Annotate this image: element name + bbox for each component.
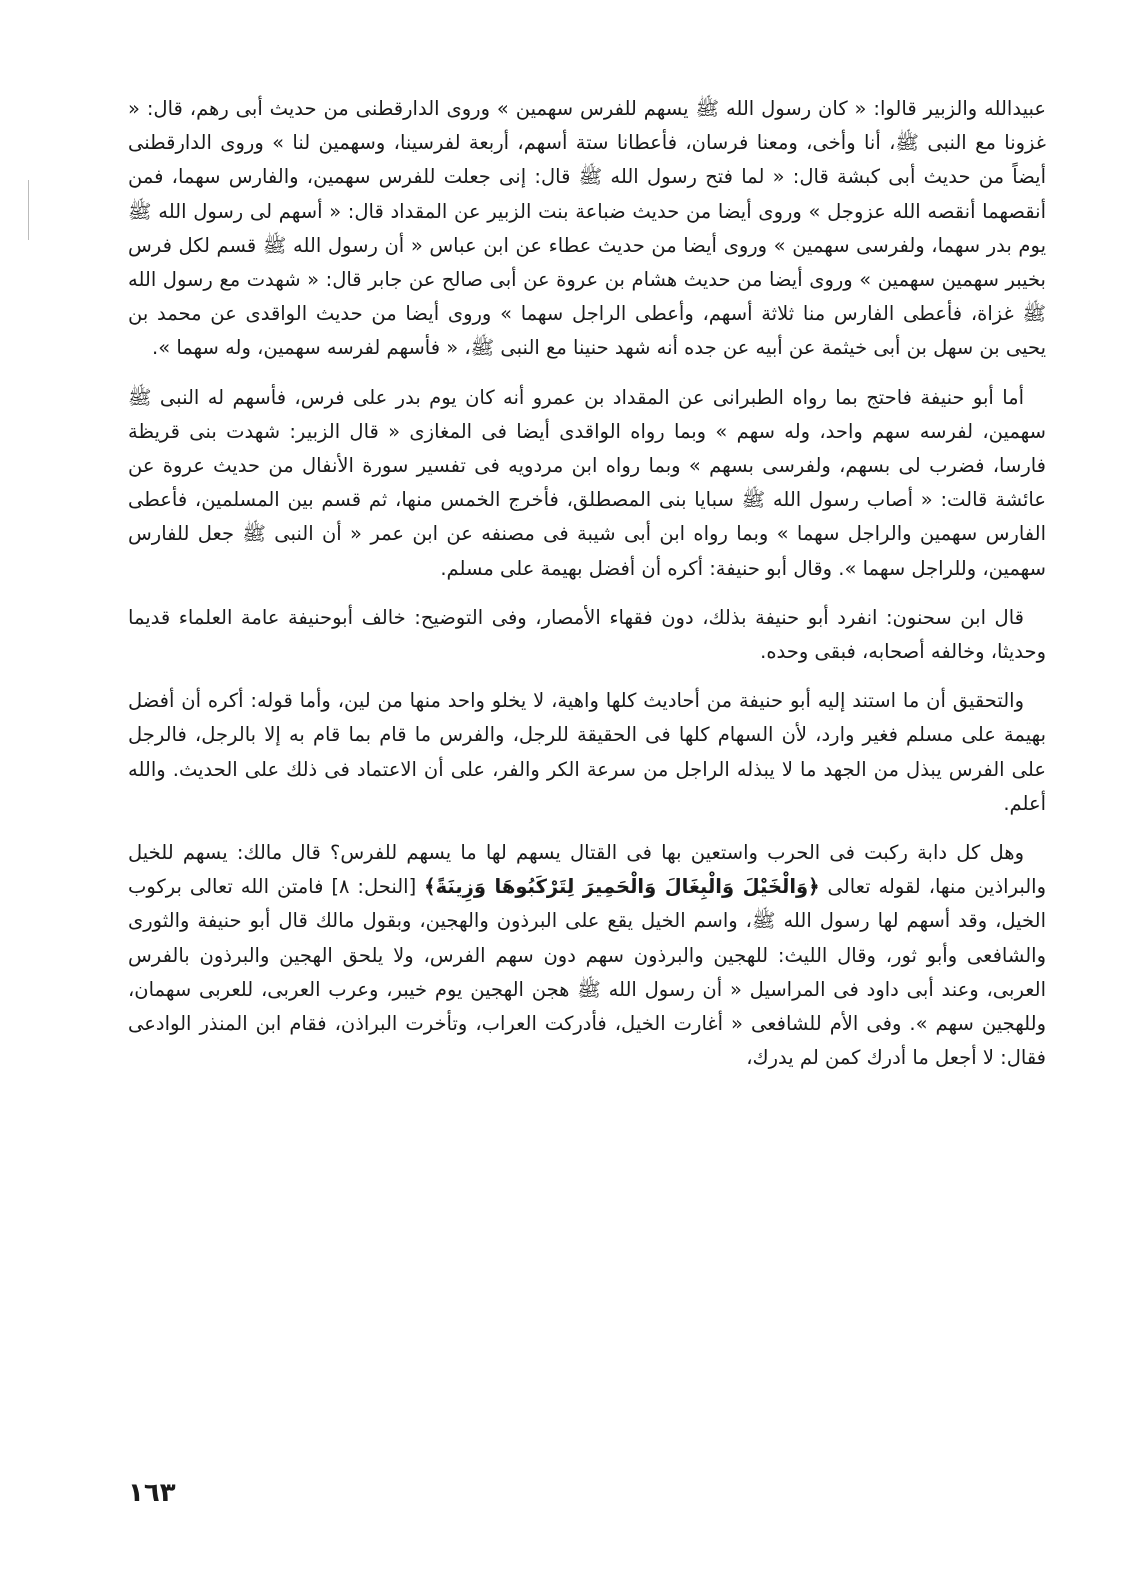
paragraph-5-text-after: [النحل: ٨] فامتن الله تعالى بركوب الخيل، وقد أسهم لها رسول الله ﷺ، واسم الخيل يقع على البرذون والهجين، وبقول مالك قال أبو حنيفة والثورى والشافعى وأبو ثور، وقال الليث: للهجين والبرذون سهم دون سهم الفرس، ولا يلحق الهجين والبرذون بالفرس العربى، وعند أبى داود فى المراسيل « أن رسول الله ﷺ هجن الهجين يوم خيبر، وعرب العربى، للعربى سهمان، وللهجين سهم ». وفى الأم للشافعى « أغارت الخيل، فأدركت العراب، وتأخرت البراذن، فقام ابن المنذر الوادعى فقال: لا أجعل ما أدرك كمن لم يدرك، [128,875,1046,1070]
paragraph-5 [128,836,1046,1075]
document-body [128,92,1046,1090]
page-number: ١٦٣ [128,1478,176,1508]
paragraph-1: عبيدالله والزبير قالوا: « كان رسول الله ﷺ يسهم للفرس سهمين » وروى الدارقطنى من حديث أبى رهم، قال: « غزونا مع النبى ﷺ، أنا وأخى، ومعنا فرسان، فأعطانا ستة أسهم، أربعة لفرسينا، وسهمين لنا » وروى الدارقطنى أيضاً من حديث أبى كبشة قال: « لما فتح رسول الله ﷺ قال: إنى جعلت للفرس سهمين، والفارس سهما، فمن أنقصهما أنقصه الله عزوجل » وروى أيضا من حديث ضباعة بنت الزبير عن المقداد قال: « أسهم لى رسول الله ﷺ يوم بدر سهما، ولفرسى سهمين » وروى أيضا من حديث عطاء عن ابن عباس « أن رسول الله ﷺ قسم لكل فرس بخيبر سهمين سهمين » وروى أيضا من حديث هشام بن عروة عن أبى صالح عن جابر قال: « شهدت مع رسول الله ﷺ غزاة، فأعطى الفارس منا ثلاثة أسهم، وأعطى الراجل سهما » وروى أيضا من حديث الواقدى عن محمد بن يحيى بن سهل بن أبى خيثمة عن أبيه عن جده أنه شهد حنينا مع النبى ﷺ، « فأسهم لفرسه سهمين، وله سهما ». [128,97,1046,360]
paragraph-2: أما أبو حنيفة فاحتج بما رواه الطبرانى عن المقداد بن عمرو أنه كان يوم بدر على فرس، فأسهم له النبى ﷺ سهمين، لفرسه سهم واحد، وله سهم » وبما رواه الواقدى أيضا فى المغازى « قال الزبير: شهدت بنى قريظة فارسا، فضرب لى بسهم، ولفرسى بسهم » وبما رواه ابن مردويه فى تفسير سورة الأنفال من حديث عروة عن عائشة قالت: « أصاب رسول الله ﷺ سبايا بنى المصطلق، فأخرج الخمس منها، ثم قسم بين المسلمين، فأعطى الفارس سهمين والراجل سهما » وبما رواه ابن أبى شيبة فى مصنفه عن ابن عمر « أن النبى ﷺ جعل للفارس سهمين، وللراجل سهما ». وقال أبو حنيفة: أكره أن أفضل بهيمة على مسلم. [128,385,1046,580]
paragraph-4: والتحقيق أن ما استند إليه أبو حنيفة من أحاديث كلها واهية، لا يخلو واحد منها من لين، وأما قوله: أكره أن أفضل بهيمة على مسلم فغير وارد، لأن السهام كلها فى الحقيقة للرجل، والفرس ما قام بما قام به إلا بالرجل، فالرجل على الفرس يبذل من الجهد ما لا يبذله الراجل من سرعة الكر والفر، على أن الاعتماد فى ذلك على الحديث. والله أعلم. [128,689,1046,815]
paragraph-5-text-before: وهل كل دابة ركبت فى الحرب واستعين بها فى القتال يسهم لها ما يسهم للفرس؟ قال مالك: يسهم للخيل والبراذين منها، لقوله تعالى [128,841,1046,899]
scan-edge-mark [28,180,29,240]
paragraph-3: قال ابن سحنون: انفرد أبو حنيفة بذلك، دون فقهاء الأمصار، وفى التوضيح: خالف أبوحنيفة عامة العلماء قديما وحديثا، وخالفه أصحابه، فبقى وحده. [128,605,1046,664]
quran-verse: ﴿وَالْخَيْلَ وَالْبِغَالَ وَالْحَمِيرَ لِتَرْكَبُوهَا وَزِينَةً﴾ [424,875,820,899]
